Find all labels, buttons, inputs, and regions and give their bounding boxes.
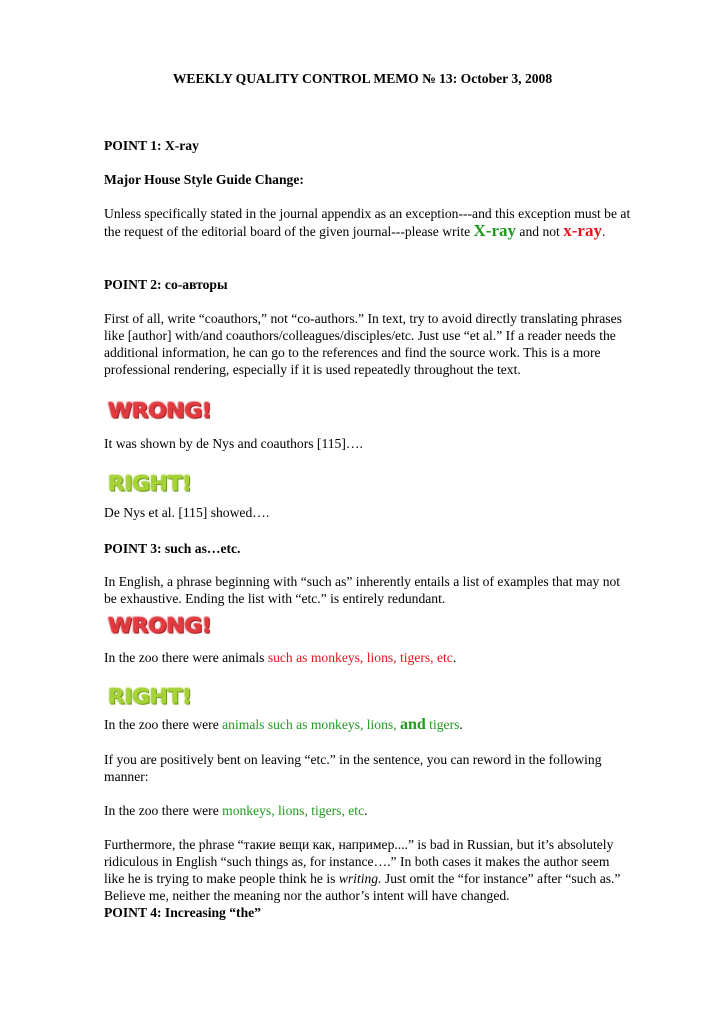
point1-line2-text: the request of the editorial board of the given journal---please write <box>104 224 474 239</box>
further-line3-text: like he is trying to make people think he is <box>104 871 339 886</box>
right-example-text: In the zoo there were <box>104 717 223 732</box>
point3-paragraph-line1: In English, a phrase beginning with “such as” inherently entails a list of examples that may not <box>104 574 621 589</box>
further-line3-italic: writing. <box>338 871 382 886</box>
point1-paragraph-line1: Unless specifically stated in the journal appendix as an exception---and this exception must be at <box>104 206 631 221</box>
point3-paragraph-line2: be exhaustive. Ending the list with “etc.” is entirely redundant. <box>104 591 446 606</box>
etc-example-highlight: monkeys, lions, tigers, etc <box>222 803 365 818</box>
right-example-and: and <box>399 716 426 733</box>
right-example-end: . <box>459 717 463 732</box>
point3-reword-line1: If you are positively bent on leaving “etc.” in the sentence, you can reword in the following <box>104 752 602 767</box>
point2-heading: POINT 2: со-авторы <box>104 277 228 292</box>
point3-heading: POINT 3: such as…etc. <box>104 541 241 556</box>
point1-paragraph-line2 <box>104 222 605 240</box>
point3-further-line2: ridiculous in English “such things as, for instance….” In both cases it makes the author seem <box>104 854 610 869</box>
point2-wrong-example: It was shown by de Nys and coauthors [115]…. <box>104 436 363 451</box>
wrong-example-text: In the zoo there were animals <box>104 650 268 665</box>
point1-subheading: Major House Style Guide Change: <box>104 172 304 187</box>
point4-heading: POINT 4: Increasing “the” <box>104 905 261 920</box>
wrong-term: x-ray <box>563 221 602 240</box>
wrong-example-end: . <box>452 650 457 665</box>
point3-further-line3 <box>104 870 620 887</box>
memo-title: WEEKLY QUALITY CONTROL MEMO № 13: October 3, 2008 <box>172 71 553 86</box>
right-badge: RIGHT! <box>108 686 192 710</box>
etc-example-text: In the zoo there were <box>104 803 223 818</box>
point3-reword-line2: manner: <box>104 769 149 784</box>
point1-line2-mid: and not <box>516 224 564 239</box>
right-example-highlight: animals such as monkeys, lions, <box>222 717 400 732</box>
wrong-example-highlight: such as monkeys, lions, tigers, etc <box>267 650 453 665</box>
wrong-badge: WRONG! <box>108 615 212 639</box>
point2-paragraph-line2: like [author] with/and coauthors/colleagues/disciples/etc. Just use “et al.” If a reader needs the <box>104 328 616 343</box>
right-badge: RIGHT! <box>108 473 192 497</box>
point2-paragraph-line4: professional rendering, especially if it is used repeatedly throughout the text. <box>104 362 521 377</box>
correct-term: X-ray <box>473 221 517 240</box>
point1-line2-end: . <box>601 224 606 239</box>
point2-paragraph-line1: First of all, write “coauthors,” not “co-authors.” In text, try to avoid directly translating phrases <box>104 311 622 326</box>
right-example-highlight-end: tigers <box>425 717 460 732</box>
point3-further-line1: Furthermore, the phrase “такие вещи как, например....” is bad in Russian, but it’s absolutely <box>104 837 614 852</box>
point3-further-line4: Believe me, neither the meaning nor the author’s intent will have changed. <box>104 888 510 903</box>
point3-etc-example <box>104 802 368 819</box>
etc-example-end: . <box>364 803 368 818</box>
point2-right-example: De Nys et al. [115] showed…. <box>104 505 270 520</box>
point2-paragraph-line3: additional information, he can go to the references and find the source work. This is a more <box>104 345 601 360</box>
wrong-badge: WRONG! <box>108 400 212 424</box>
further-line3-post: Just omit the “for instance” after “such as.” <box>381 871 621 886</box>
point3-wrong-example <box>104 649 456 666</box>
point3-right-example <box>104 716 463 733</box>
point1-heading: POINT 1: X-ray <box>104 138 199 153</box>
